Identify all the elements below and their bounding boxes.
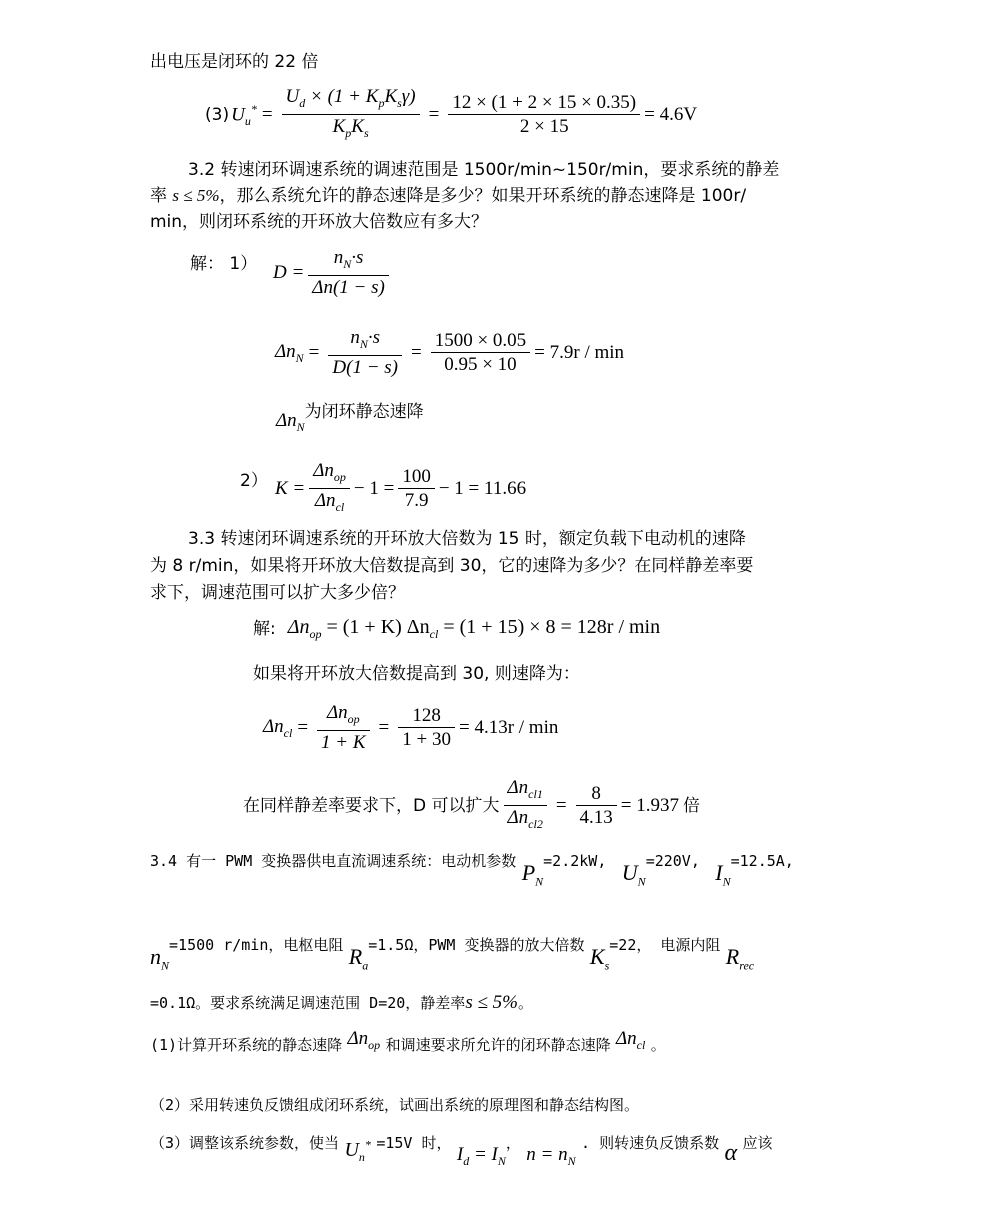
sol32-dn-note: $\Delta n_N$ 为闭环静态速降 bbox=[276, 402, 424, 434]
q34-line3: =0.1Ω。要求系统满足调速范围 D=20，静差率s ≤ 5%。 bbox=[150, 992, 533, 1013]
q33-line2: 为 8 r/min，如果将开环放大倍数提高到 30，它的速降为多少？在同样静差率要 bbox=[150, 556, 754, 576]
eq3-label: (3) bbox=[205, 105, 230, 126]
line-top: 出电压是闭环的 22 倍 bbox=[150, 52, 319, 72]
q32-line1: 3.2 转速闭环调速系统的调速范围是 1500r/min~150r/min，要求系统的静差 bbox=[188, 160, 780, 180]
q34-line1: 3.4 有一 PWM 变换器供电直流调速系统：电动机参数 $P_N=2.2kW$, $U_N=220V$, $I_N=12.5A$, bbox=[150, 852, 794, 889]
q34-item3: （3）调整该系统参数，使当 $U_n^* =15V$ 时， $I_d = I_N$， $n = n_N$ . 则转速负反馈系数 α 应该 bbox=[150, 1134, 773, 1168]
sol33-text2: 如果将开环放大倍数提高到 30, 则速降为： bbox=[253, 664, 580, 684]
eq3-frac1: $\frac{U_d \times (1 + K_pK_s\gamma)}{K_pK_s}$ bbox=[282, 86, 420, 145]
eq3-frac2: $\frac{12 \times (1 + 2 \times 15 \times 0.35)}{2 \times 15}$ bbox=[448, 92, 640, 139]
sol32-dn-equation: $\Delta n_N$ = $\frac{n_N\cdot s}{D(1 - s)}$ = $\frac{1500 \times 0.05}{0.95 \times 10}$ = 7.9r / min bbox=[275, 327, 625, 378]
sol32-label: 解： 1） bbox=[190, 254, 258, 274]
q33-line3: 求下，调速范围可以扩大多少倍？ bbox=[150, 583, 405, 603]
q33-line1: 3.3 转速闭环调速系统的开环放大倍数为 15 时，额定负载下电动机的速降 bbox=[188, 529, 746, 549]
sol32-K-equation: K = $\frac{\Delta n_{op}}{\Delta n_{cl}}$ − 1 = $\frac{100}{7.9}$ − 1 = 11.66 bbox=[275, 460, 527, 514]
sol33-eq2: $\Delta n_{cl}$ = $\frac{\Delta n_{op}}{1 + K}$ = $\frac{128}{1 + 30}$ = 4.13r / min bbox=[263, 702, 559, 753]
q32-line2: 率 s ≤ 5%，那么系统允许的静态速降是多少？如果开环系统的静态速降是 100r/ bbox=[150, 186, 747, 206]
equation-3: (3) $U_u^*$ = $\frac{U_d \times (1 + K_pK_s\gamma)}{K_pK_s}$ = $\frac{12 \times (1 + 2 \times 15 \times 0.35)}{2 \times 15}$ = 4.6V bbox=[205, 86, 697, 145]
sol32-part2-label: 2） bbox=[240, 471, 268, 491]
q34-item2: （2）采用转速负反馈组成闭环系统，试画出系统的原理图和静态结构图。 bbox=[150, 1096, 640, 1114]
sol32-D-equation: D = $\frac{n_N\cdot s}{\Delta n(1 - s)}$ bbox=[273, 247, 393, 300]
q34-item1: (1)计算开环系统的静态速降 $\Delta n_{op}$ 和调速要求所允许的闭环静态速降 $\Delta n_{cl}$ 。 bbox=[150, 1028, 666, 1054]
eq3-lhs: $U_u^*$ bbox=[231, 101, 257, 128]
q34-line2: $n_N=1500$ r/min，电枢电阻 $R_a=1.5\Omega$，PWM 变换器的放大倍数 $K_s=22$， 电源内阻 $R_{rec}$ bbox=[150, 936, 755, 973]
eq3-result: = 4.6V bbox=[644, 104, 698, 126]
sol33-eq3: 在同样静差率要求下，D 可以扩大 $\frac{\Delta n_{cl1}}{\Delta n_{cl2}}$ = $\frac{8}{4.13}$ = 1.937 倍 bbox=[243, 777, 701, 831]
sol33-eq1: 解: $\Delta n_{op} = (1 + K) \Delta n_{cl} = (1 + 15) \times 8 = 128r / \min$ bbox=[253, 616, 661, 641]
q32-line3: min，则闭环系统的开环放大倍数应有多大？ bbox=[150, 212, 489, 232]
